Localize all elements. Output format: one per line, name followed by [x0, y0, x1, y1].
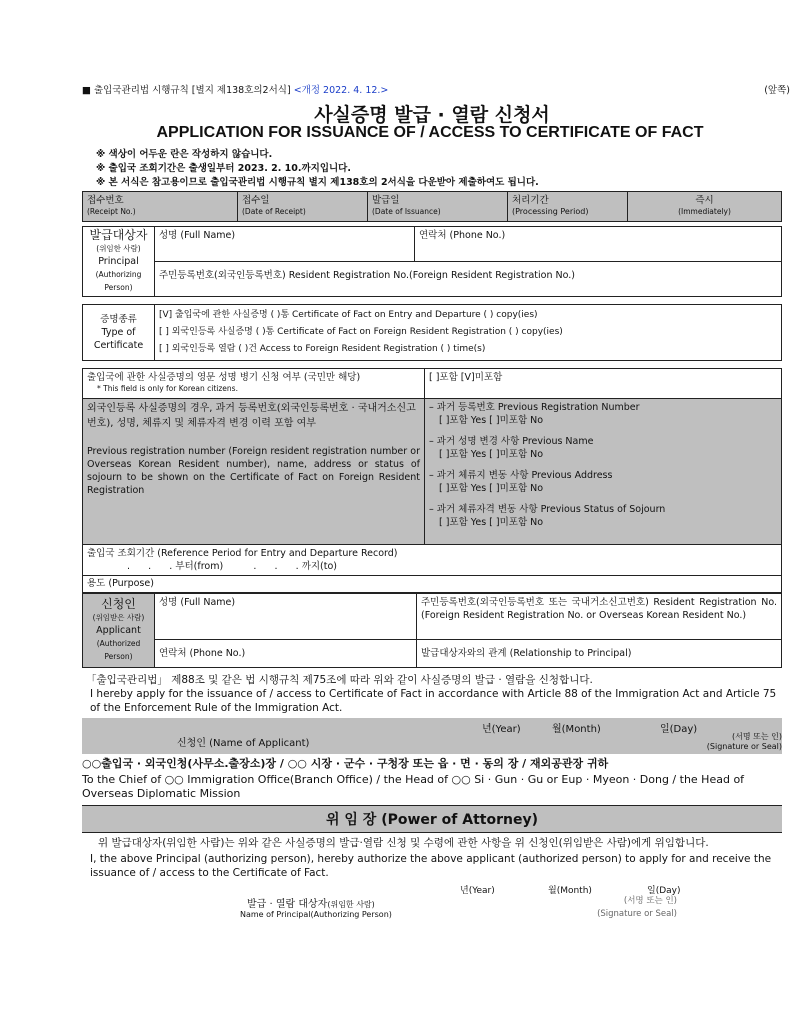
relationship-field[interactable]: 발급대상자와의 관계 (Relationship to Principal) [417, 640, 782, 668]
applicant-phone-field[interactable]: 연락처 (Phone No.) [155, 640, 417, 668]
applicant-label: 신청인 (위임받은 사람) Applicant (Authorized Person) [83, 594, 155, 668]
history-choice[interactable]: [ ]포함 Yes [ ]미포함 No [439, 449, 544, 460]
history-option: – 과거 등록번호 Previous Registration Number [ ]포함 Yes [ ]미포함 No [429, 401, 777, 427]
principal-regno-field[interactable]: 주민등록번호(외국인등록번호) Resident Registration No.(Foreign Resident Registration No.) [155, 262, 782, 297]
addressee-ko: ○○출입국 · 외국인청(사무소.출장소)장 / ○○ 시장 · 군수 · 구청장 또는 읍 · 면 · 동의 장 / 재외공관장 귀하 [82, 757, 609, 770]
history-choice[interactable]: [ ]포함 Yes [ ]미포함 No [439, 415, 544, 426]
cert-option-registration[interactable]: [ ] 외국인등록 사실증명 ( )통 Certificate of Fact on Foreign Resident Registration ( ) copy(ies) [159, 327, 563, 337]
note-item: ※ 출입국 조회기간은 출생일부터 2023. 2. 10.까지입니다. [96, 163, 351, 174]
poa-title: 위 임 장 (Power of Attorney) [82, 805, 782, 833]
history-choice[interactable]: [ ]포함 Yes [ ]미포함 No [439, 483, 544, 494]
declaration [82, 668, 782, 718]
revision-date: <개정 2022. 4. 12.> [293, 85, 389, 96]
addressee-en: To the Chief of ○○ Immigration Office(Branch Office) / the Head of ○○ Si · Gun · Gu or Eup · Myeon · Dong / the Head of Overseas Diplomatic Mission [82, 773, 745, 800]
receipt-date-cell: 접수일 (Date of Receipt) [238, 192, 368, 222]
application-form [82, 0, 790, 925]
form-header [82, 82, 790, 98]
principal-label: 발급대상자 (위임한 사람) Principal (Authorizing Person) [83, 227, 155, 297]
history-option: – 과거 체류자격 변동 사항 Previous Status of Sojourn [ ]포함 Yes [ ]미포함 No [429, 503, 777, 529]
principal-phone-field[interactable]: 연락처 (Phone No.) [415, 227, 782, 262]
rule-reference: ■ 출입국관리법 시행규칙 [별지 제138호의2서식] [82, 85, 291, 96]
poa-body [82, 833, 782, 883]
addressee [82, 757, 782, 801]
side-label: (앞쪽) [764, 85, 790, 96]
applicant-table [82, 593, 782, 668]
history-option: – 과거 체류지 변동 사항 Previous Address [ ]포함 Yes [ ]미포함 No [429, 469, 777, 495]
applicant-signature-box[interactable]: (서명 또는 인) (Signature or Seal) [706, 732, 782, 751]
receipt-no-cell: 접수번호 (Receipt No.) [83, 192, 238, 222]
note-item: ※ 색상이 어두운 란은 작성하지 않습니다. [96, 149, 273, 160]
applicant-name-field[interactable]: 성명 (Full Name) [155, 594, 417, 640]
applicant-signature-label: 신청인 (Name of Applicant) [177, 738, 310, 749]
issuance-date-cell: 발급일 (Date of Issuance) [368, 192, 508, 222]
reference-period-field[interactable]: . . . 부터(from) . . . 까지(to) [127, 561, 338, 572]
poa-signature: 년(Year) 월(Month) 일(Day) 발급 · 열람 대상자(위임한 사람) Name of Principal(Authorizing Person) (서명 또는 인) (Signature or Seal) [240, 886, 681, 919]
processing-period-cell: 처리기간 (Processing Period) [508, 192, 628, 222]
applicant-regno-field[interactable]: 주민등록번호(외국인등록번호 또는 국내거소신고번호) Resident Registration No.(Foreign Resident Registration No. or Overseas Korean Resident No.) [417, 594, 782, 640]
declaration-en: I hereby apply for the issuance of / access to Certificate of Fact in accordance with Article 88 of the Immigration Act and Article 75 of the Enforcement Rule of the Immigration Act. [90, 688, 777, 714]
note-item: ※ 본 서식은 참고용이므로 출입국관리법 시행규칙 별지 제138호의 2서식을 다운받아 제출하여도 됩니다. [96, 177, 539, 188]
receipt-table [82, 191, 782, 222]
poa-ko: 위 발급대상자(위임한 사람)는 위와 같은 사실증명의 발급·열람 신청 및 수령에 관한 사항을 위 신청인(위임받은 사람)에게 위임합니다. [98, 837, 709, 849]
poa-en: I, the above Principal (authorizing person), hereby authorize the above applicant (authorized person) to apply for and receive the issuance of / access to the Certificate of Fact. [90, 853, 772, 879]
declaration-signature: 년(Year) 월(Month) 일(Day) 신청인 (Name of Applicant) (서명 또는 인) (Signature or Seal) [82, 718, 782, 754]
notes [82, 148, 782, 190]
english-name-question: 출입국에 관한 사실증명의 영문 성명 병기 신청 여부 (국민만 해당) * This field is only for Korean citizens. [83, 369, 425, 399]
principal-table [82, 226, 782, 297]
poa-principal-label: 발급 · 열람 대상자(위임한 사람) [247, 899, 375, 910]
history-question: 외국인등록 사실증명의 경우, 과거 등록번호(외국인등록번호 · 국내거소신고번호), 성명, 체류지 및 체류자격 변경 이력 포함 여부 Previous registration number (Foreign resident registration number or Overseas Korean Resident number), name, address or status of sojourn to be shown on the Certificate of Fact on Foreign Resident Registration [83, 399, 425, 545]
principal-name-field[interactable]: 성명 (Full Name) [155, 227, 415, 262]
options-table [82, 368, 782, 593]
poa-principal-en: Name of Principal(Authorizing Person) [240, 910, 392, 919]
title-english: APPLICATION FOR ISSUANCE OF / ACCESS TO CERTIFICATE OF FACT [156, 124, 704, 141]
purpose-field[interactable]: 용도 (Purpose) [83, 576, 782, 593]
history-options [425, 399, 782, 545]
reference-period-row: 출입국 조회기간 (Reference Period for Entry and Departure Record) . . . 부터(from) . . . 까지(to) [83, 545, 782, 576]
history-choice[interactable]: [ ]포함 Yes [ ]미포함 No [439, 517, 544, 528]
immediately-cell: 즉시 (Immediately) [628, 192, 782, 222]
cert-option-entry-departure[interactable]: [V] 출입국에 관한 사실증명 ( )통 Certificate of Fact on Entry and Departure ( ) copy(ies) [159, 310, 538, 320]
english-name-answer[interactable]: [ ]포함 [V]미포함 [425, 369, 782, 399]
history-option: – 과거 성명 변경 사항 Previous Name [ ]포함 Yes [ ]미포함 No [429, 435, 777, 461]
title-korean: 사실증명 발급 · 열람 신청서 [314, 104, 550, 126]
cert-type-table [82, 304, 782, 361]
cert-type-label: 증명종류 Type of Certificate [83, 305, 155, 361]
declaration-ko: 「출입국관리법」 제88조 및 같은 법 시행규칙 제75조에 따라 위와 같이 사실증명의 발급 · 열람을 신청합니다. [86, 674, 593, 686]
cert-type-options [155, 305, 782, 361]
principal-signature-box[interactable]: (서명 또는 인) (Signature or Seal) [597, 896, 677, 919]
cert-option-access[interactable]: [ ] 외국인등록 열람 ( )건 Access to Foreign Resident Registration ( ) time(s) [159, 344, 486, 354]
